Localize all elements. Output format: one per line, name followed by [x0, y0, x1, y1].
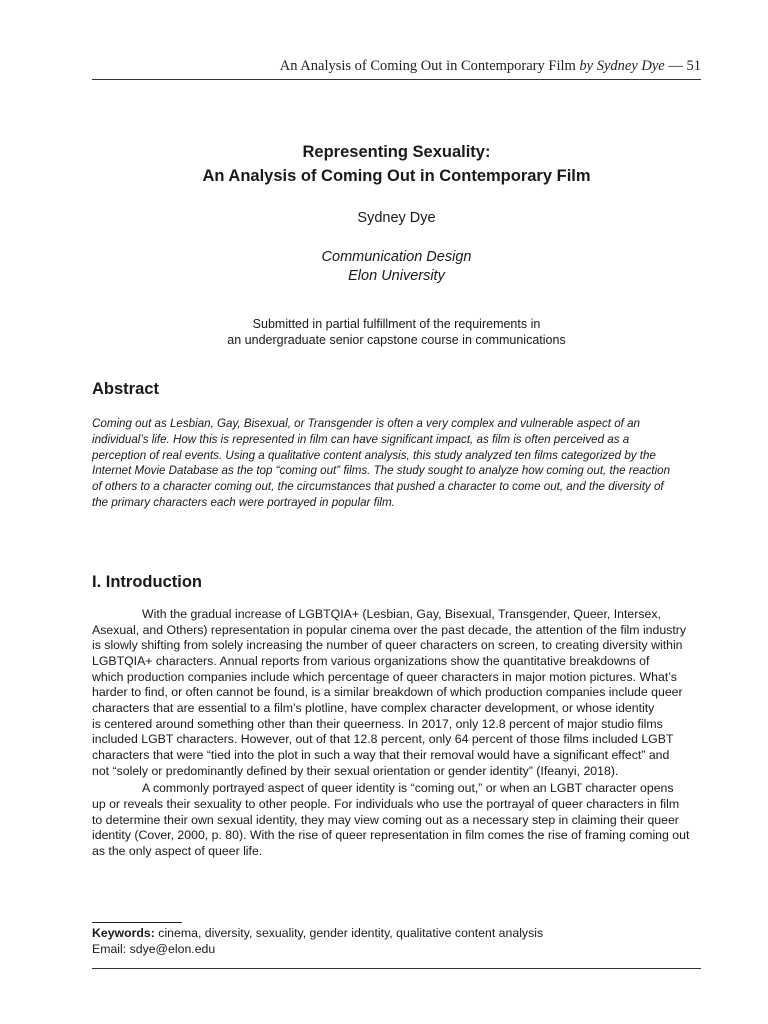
- paragraph-line: not “solely or predominantly defined by their sexual orientation or gender identity” (Ifeanyi, 2018).: [92, 763, 619, 778]
- paragraph-line: which production companies include which percentage of queer characters in major motion pictures. What’s: [92, 669, 677, 684]
- keywords: [92, 925, 543, 941]
- department: Communication Design: [321, 249, 472, 265]
- keywords-label: Keywords:: [92, 926, 155, 940]
- abstract-line: Internet Movie Database as the top “coming out” films. The study sought to analyze how coming out, the reaction: [92, 464, 671, 478]
- abstract-heading: Abstract: [92, 380, 159, 398]
- paragraph-line: characters that are essential to a film’s plotline, have complex character development, or whose identity: [92, 700, 655, 715]
- running-head-title: An Analysis of Coming Out in Contemporary Film: [279, 58, 576, 74]
- running-head-author: by Sydney Dye: [579, 58, 665, 74]
- page-number: — 51: [668, 58, 701, 74]
- footer-rule: [92, 968, 701, 969]
- introduction-heading: I. Introduction: [92, 573, 202, 591]
- paragraph-line: LGBTQIA+ characters. Annual reports from various organizations show the quantitative breakdowns of: [92, 653, 650, 668]
- university: Elon University: [348, 268, 445, 284]
- paragraph-line: as the only aspect of queer life.: [92, 843, 263, 858]
- introduction-body: [92, 607, 704, 860]
- footnote-rule: [92, 922, 182, 923]
- submission-line-2: an undergraduate senior capstone course in communications: [227, 333, 566, 347]
- paragraph-line: up or reveals their sexuality to other people. For individuals who use the portrayal of queer characters in film: [92, 796, 680, 811]
- author-email: Email: sdye@elon.edu: [92, 942, 216, 956]
- submission-note: [92, 316, 701, 348]
- header-rule: [92, 79, 701, 80]
- paragraph-line: is centered around something other than their queerness. In 2017, only 12.8 percent of major studio films: [92, 716, 663, 731]
- paragraph-line: included LGBT characters. However, out of that 12.8 percent, only 64 percent of those films included LGBT: [92, 732, 674, 747]
- abstract-line: individual’s life. How this is represented in film can have significant impact, as film is often perceived as a: [92, 432, 630, 446]
- abstract-line: Coming out as Lesbian, Gay, Bisexual, or Transgender is often a very complex and vulnerable aspect of an: [92, 417, 640, 430]
- abstract-body: [92, 416, 704, 511]
- keywords-list: cinema, diversity, sexuality, gender identity, qualitative content analysis: [158, 926, 544, 940]
- paragraph-line: identity (Cover, 2000, p. 80). With the rise of queer representation in film comes the rise of framing coming out: [92, 828, 690, 843]
- title-line-1: Representing Sexuality:: [302, 143, 491, 161]
- paragraph-line: harder to find, or often cannot be found, is a similar breakdown of which production companies include queer: [92, 685, 683, 700]
- paragraph-line: Asexual, and Others) representation in popular cinema over the past decade, the attention of the film industry: [92, 622, 687, 637]
- paragraph-line: A commonly portrayed aspect of queer identity is “coming out,” or when an LGBT character opens: [142, 781, 674, 796]
- submission-line-1: Submitted in partial fulfillment of the requirements in: [252, 317, 541, 331]
- title-line-2: An Analysis of Coming Out in Contemporary Film: [202, 167, 591, 185]
- abstract-line: the primary characters each were portrayed in popular film.: [92, 495, 395, 509]
- paragraph-line: With the gradual increase of LGBTQIA+ (Lesbian, Gay, Bisexual, Transgender, Queer, Intersex,: [142, 607, 661, 621]
- author-name: Sydney Dye: [357, 210, 436, 226]
- paragraph-line: characters that were “tied into the plot in such a way that their removal would have a significant effect” and: [92, 747, 670, 762]
- abstract-line: perception of real events. Using a qualitative content analysis, this study analyzed ten films categorized by the: [92, 448, 656, 462]
- abstract-line: of others to a character coming out, the circumstances that pushed a character to come out, and the diversity of: [92, 480, 664, 494]
- paper-title: [92, 140, 701, 188]
- introduction-paragraph-2: [92, 781, 704, 859]
- running-head: [92, 58, 701, 75]
- paragraph-line: is slowly shifting from solely increasing the number of queer characters on screen, to creating diversity within: [92, 638, 683, 653]
- introduction-paragraph-1: [92, 607, 704, 779]
- affiliation: [92, 248, 701, 286]
- paragraph-line: to determine their own sexual identity, they may view coming out as a necessary step in claiming their queer: [92, 812, 679, 827]
